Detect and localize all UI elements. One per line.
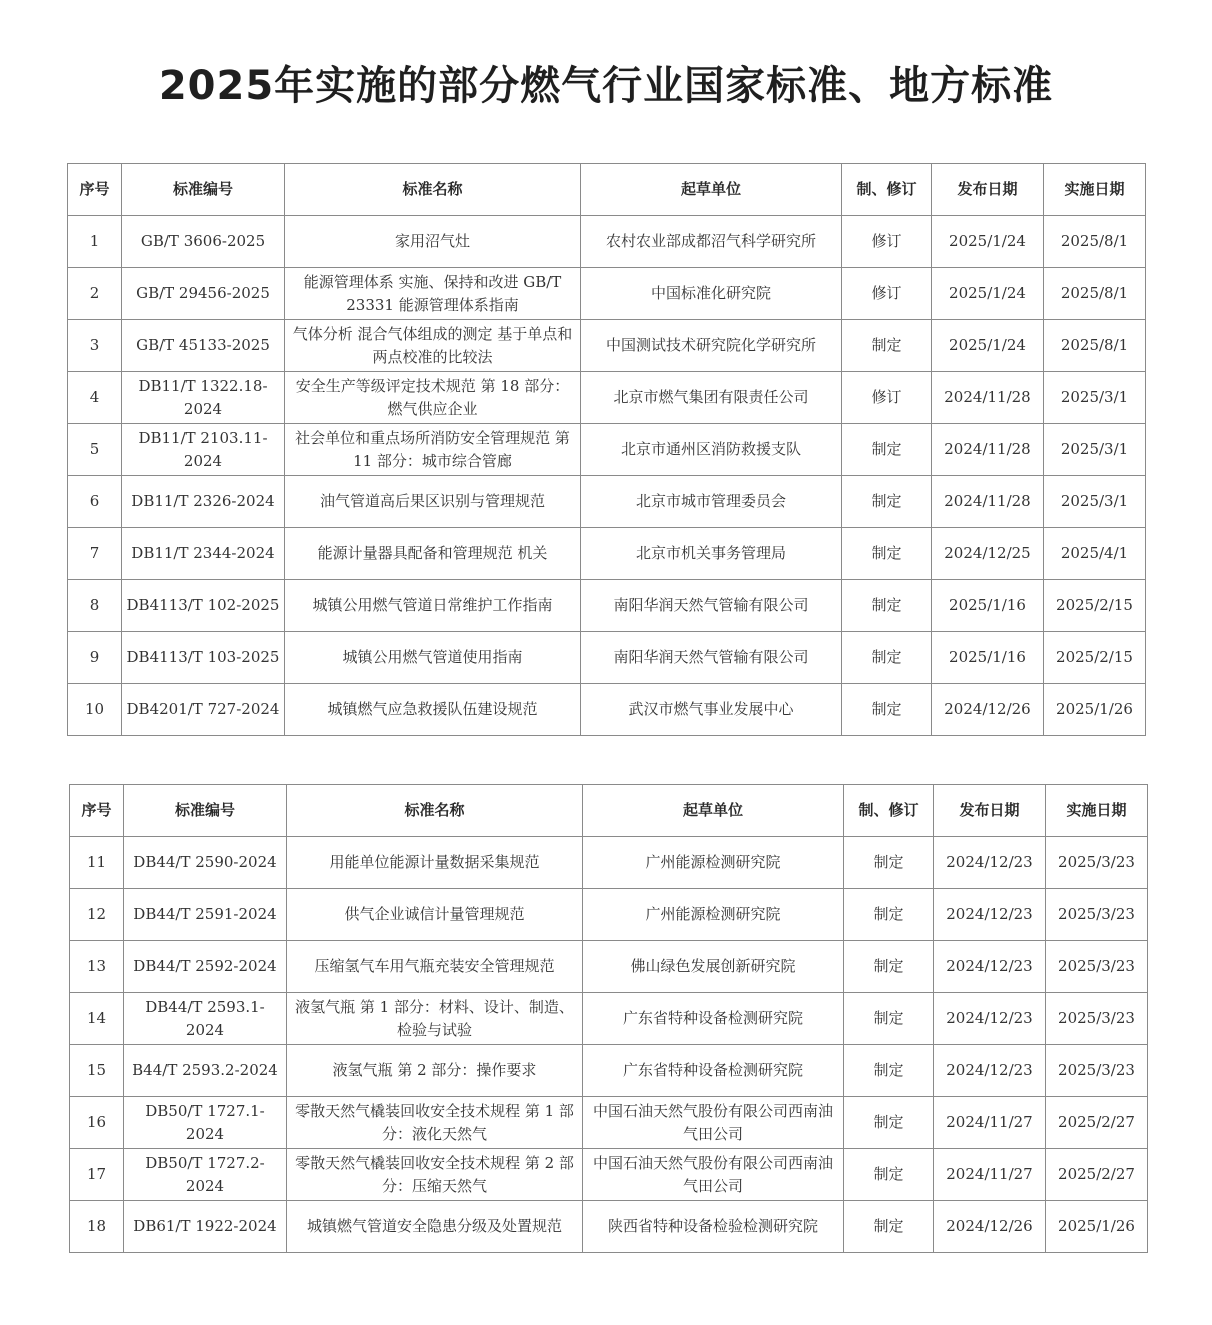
cell-standard-code: DB4113/T 102-2025 [122, 580, 285, 632]
cell-no: 6 [68, 476, 122, 528]
cell-implement-date: 2025/2/27 [1046, 1149, 1148, 1201]
table-row [68, 424, 1146, 476]
cell-standard-code: DB11/T 2326-2024 [122, 476, 285, 528]
cell-implement-date: 2025/3/23 [1046, 1045, 1148, 1097]
cell-drafting-unit: 南阳华润天然气管输有限公司 [581, 632, 842, 684]
cell-standard-name: 安全生产等级评定技术规范 第 18 部分：燃气供应企业 [285, 372, 581, 424]
table-row [70, 837, 1148, 889]
cell-publish-date: 2025/1/16 [932, 580, 1044, 632]
cell-standard-name: 零散天然气橇装回收安全技术规程 第 2 部分：压缩天然气 [287, 1149, 583, 1201]
col-header-implement-date: 实施日期 [1044, 164, 1146, 216]
cell-revision-type: 制定 [842, 424, 932, 476]
col-header-implement-date: 实施日期 [1046, 785, 1148, 837]
cell-standard-code: DB11/T 2103.11-2024 [122, 424, 285, 476]
cell-implement-date: 2025/2/27 [1046, 1097, 1148, 1149]
cell-drafting-unit: 中国标准化研究院 [581, 268, 842, 320]
cell-drafting-unit: 广东省特种设备检测研究院 [583, 1045, 844, 1097]
cell-publish-date: 2025/1/24 [932, 320, 1044, 372]
table-row [68, 632, 1146, 684]
table-row [70, 1097, 1148, 1149]
cell-standard-name: 城镇公用燃气管道使用指南 [285, 632, 581, 684]
cell-no: 5 [68, 424, 122, 476]
cell-implement-date: 2025/3/1 [1044, 372, 1146, 424]
cell-standard-name: 用能单位能源计量数据采集规范 [287, 837, 583, 889]
cell-implement-date: 2025/8/1 [1044, 320, 1146, 372]
cell-drafting-unit: 广州能源检测研究院 [583, 889, 844, 941]
cell-drafting-unit: 广东省特种设备检测研究院 [583, 993, 844, 1045]
table-row [68, 268, 1146, 320]
cell-standard-code: DB44/T 2590-2024 [124, 837, 287, 889]
table-row [68, 372, 1146, 424]
cell-implement-date: 2025/1/26 [1046, 1201, 1148, 1253]
cell-drafting-unit: 中国石油天然气股份有限公司西南油气田公司 [583, 1097, 844, 1149]
cell-implement-date: 2025/3/23 [1046, 837, 1148, 889]
cell-publish-date: 2025/1/16 [932, 632, 1044, 684]
cell-standard-code: DB44/T 2591-2024 [124, 889, 287, 941]
table-row [68, 216, 1146, 268]
cell-standard-code: DB11/T 2344-2024 [122, 528, 285, 580]
cell-standard-code: DB44/T 2592-2024 [124, 941, 287, 993]
cell-publish-date: 2024/11/28 [932, 424, 1044, 476]
col-header-no: 序号 [70, 785, 124, 837]
cell-publish-date: 2024/12/26 [932, 684, 1044, 736]
cell-revision-type: 制定 [844, 889, 934, 941]
table-row [70, 1149, 1148, 1201]
standards-table-part-1 [67, 163, 1146, 736]
col-header-code: 标准编号 [124, 785, 287, 837]
cell-no: 3 [68, 320, 122, 372]
cell-no: 12 [70, 889, 124, 941]
cell-no: 9 [68, 632, 122, 684]
table-row [70, 1201, 1148, 1253]
cell-no: 14 [70, 993, 124, 1045]
cell-implement-date: 2025/2/15 [1044, 580, 1146, 632]
cell-standard-name: 液氢气瓶 第 1 部分：材料、设计、制造、检验与试验 [287, 993, 583, 1045]
standards-table-part-2 [69, 784, 1148, 1253]
cell-publish-date: 2024/11/27 [934, 1149, 1046, 1201]
cell-standard-code: DB50/T 1727.2-2024 [124, 1149, 287, 1201]
cell-revision-type: 修订 [842, 216, 932, 268]
cell-standard-name: 家用沼气灶 [285, 216, 581, 268]
cell-standard-name: 能源计量器具配备和管理规范 机关 [285, 528, 581, 580]
table-header-row [70, 785, 1148, 837]
col-header-publish-date: 发布日期 [932, 164, 1044, 216]
cell-standard-code: DB4113/T 103-2025 [122, 632, 285, 684]
col-header-drafter: 起草单位 [583, 785, 844, 837]
col-header-code: 标准编号 [122, 164, 285, 216]
cell-drafting-unit: 南阳华润天然气管输有限公司 [581, 580, 842, 632]
col-header-drafter: 起草单位 [581, 164, 842, 216]
cell-standard-code: DB50/T 1727.1-2024 [124, 1097, 287, 1149]
cell-no: 8 [68, 580, 122, 632]
cell-no: 17 [70, 1149, 124, 1201]
cell-publish-date: 2024/12/23 [934, 837, 1046, 889]
cell-drafting-unit: 佛山绿色发展创新研究院 [583, 941, 844, 993]
cell-publish-date: 2025/1/24 [932, 268, 1044, 320]
table-row [70, 993, 1148, 1045]
cell-publish-date: 2024/12/25 [932, 528, 1044, 580]
cell-publish-date: 2024/11/28 [932, 476, 1044, 528]
cell-revision-type: 修订 [842, 372, 932, 424]
cell-standard-name: 油气管道高后果区识别与管理规范 [285, 476, 581, 528]
cell-standard-name: 供气企业诚信计量管理规范 [287, 889, 583, 941]
cell-no: 4 [68, 372, 122, 424]
cell-no: 1 [68, 216, 122, 268]
cell-no: 2 [68, 268, 122, 320]
cell-publish-date: 2024/11/27 [934, 1097, 1046, 1149]
cell-revision-type: 制定 [842, 580, 932, 632]
cell-revision-type: 制定 [842, 632, 932, 684]
cell-revision-type: 制定 [842, 528, 932, 580]
col-header-no: 序号 [68, 164, 122, 216]
table-row [68, 476, 1146, 528]
cell-implement-date: 2025/3/23 [1046, 993, 1148, 1045]
cell-no: 7 [68, 528, 122, 580]
col-header-name: 标准名称 [285, 164, 581, 216]
cell-drafting-unit: 农村农业部成都沼气科学研究所 [581, 216, 842, 268]
cell-publish-date: 2024/12/23 [934, 889, 1046, 941]
cell-standard-name: 液氢气瓶 第 2 部分：操作要求 [287, 1045, 583, 1097]
cell-implement-date: 2025/4/1 [1044, 528, 1146, 580]
cell-standard-name: 社会单位和重点场所消防安全管理规范 第 11 部分：城市综合管廊 [285, 424, 581, 476]
cell-implement-date: 2025/2/15 [1044, 632, 1146, 684]
table-row [68, 580, 1146, 632]
page-title: 2025年实施的部分燃气行业国家标准、地方标准 [158, 63, 1054, 109]
cell-revision-type: 制定 [844, 837, 934, 889]
cell-implement-date: 2025/8/1 [1044, 268, 1146, 320]
cell-drafting-unit: 陕西省特种设备检验检测研究院 [583, 1201, 844, 1253]
table-row [70, 941, 1148, 993]
cell-revision-type: 制定 [844, 1097, 934, 1149]
cell-no: 13 [70, 941, 124, 993]
cell-standard-code: DB44/T 2593.1-2024 [124, 993, 287, 1045]
cell-revision-type: 制定 [844, 1149, 934, 1201]
col-header-publish-date: 发布日期 [934, 785, 1046, 837]
cell-publish-date: 2024/12/26 [934, 1201, 1046, 1253]
cell-revision-type: 制定 [844, 1201, 934, 1253]
cell-standard-code: B44/T 2593.2-2024 [124, 1045, 287, 1097]
cell-drafting-unit: 北京市燃气集团有限责任公司 [581, 372, 842, 424]
cell-revision-type: 修订 [842, 268, 932, 320]
cell-revision-type: 制定 [844, 941, 934, 993]
cell-standard-code: DB4201/T 727-2024 [122, 684, 285, 736]
cell-no: 15 [70, 1045, 124, 1097]
cell-publish-date: 2024/12/23 [934, 993, 1046, 1045]
col-header-type: 制、修订 [844, 785, 934, 837]
col-header-name: 标准名称 [287, 785, 583, 837]
cell-drafting-unit: 中国石油天然气股份有限公司西南油气田公司 [583, 1149, 844, 1201]
cell-no: 18 [70, 1201, 124, 1253]
cell-standard-name: 能源管理体系 实施、保持和改进 GB/T 23331 能源管理体系指南 [285, 268, 581, 320]
cell-standard-code: GB/T 3606-2025 [122, 216, 285, 268]
cell-standard-code: GB/T 29456-2025 [122, 268, 285, 320]
cell-standard-name: 城镇燃气管道安全隐患分级及处置规范 [287, 1201, 583, 1253]
cell-standard-code: GB/T 45133-2025 [122, 320, 285, 372]
table-row [70, 889, 1148, 941]
cell-revision-type: 制定 [844, 993, 934, 1045]
cell-implement-date: 2025/8/1 [1044, 216, 1146, 268]
cell-implement-date: 2025/3/23 [1046, 889, 1148, 941]
cell-drafting-unit: 北京市机关事务管理局 [581, 528, 842, 580]
cell-publish-date: 2024/12/23 [934, 1045, 1046, 1097]
cell-revision-type: 制定 [842, 320, 932, 372]
cell-no: 11 [70, 837, 124, 889]
cell-revision-type: 制定 [842, 684, 932, 736]
table-row [68, 320, 1146, 372]
cell-implement-date: 2025/1/26 [1044, 684, 1146, 736]
cell-drafting-unit: 中国测试技术研究院化学研究所 [581, 320, 842, 372]
cell-no: 16 [70, 1097, 124, 1149]
cell-drafting-unit: 北京市通州区消防救援支队 [581, 424, 842, 476]
cell-standard-name: 城镇公用燃气管道日常维护工作指南 [285, 580, 581, 632]
cell-publish-date: 2025/1/24 [932, 216, 1044, 268]
cell-standard-code: DB61/T 1922-2024 [124, 1201, 287, 1253]
col-header-type: 制、修订 [842, 164, 932, 216]
table-row [68, 528, 1146, 580]
cell-revision-type: 制定 [844, 1045, 934, 1097]
table-header-row [68, 164, 1146, 216]
cell-no: 10 [68, 684, 122, 736]
table-row [70, 1045, 1148, 1097]
table-row [68, 684, 1146, 736]
cell-standard-code: DB11/T 1322.18-2024 [122, 372, 285, 424]
cell-publish-date: 2024/11/28 [932, 372, 1044, 424]
cell-implement-date: 2025/3/1 [1044, 424, 1146, 476]
cell-publish-date: 2024/12/23 [934, 941, 1046, 993]
cell-drafting-unit: 武汉市燃气事业发展中心 [581, 684, 842, 736]
cell-standard-name: 城镇燃气应急救援队伍建设规范 [285, 684, 581, 736]
cell-revision-type: 制定 [842, 476, 932, 528]
cell-implement-date: 2025/3/1 [1044, 476, 1146, 528]
cell-standard-name: 气体分析 混合气体组成的测定 基于单点和两点校准的比较法 [285, 320, 581, 372]
cell-drafting-unit: 广州能源检测研究院 [583, 837, 844, 889]
cell-drafting-unit: 北京市城市管理委员会 [581, 476, 842, 528]
cell-standard-name: 零散天然气橇装回收安全技术规程 第 1 部分：液化天然气 [287, 1097, 583, 1149]
cell-implement-date: 2025/3/23 [1046, 941, 1148, 993]
cell-standard-name: 压缩氢气车用气瓶充装安全管理规范 [287, 941, 583, 993]
